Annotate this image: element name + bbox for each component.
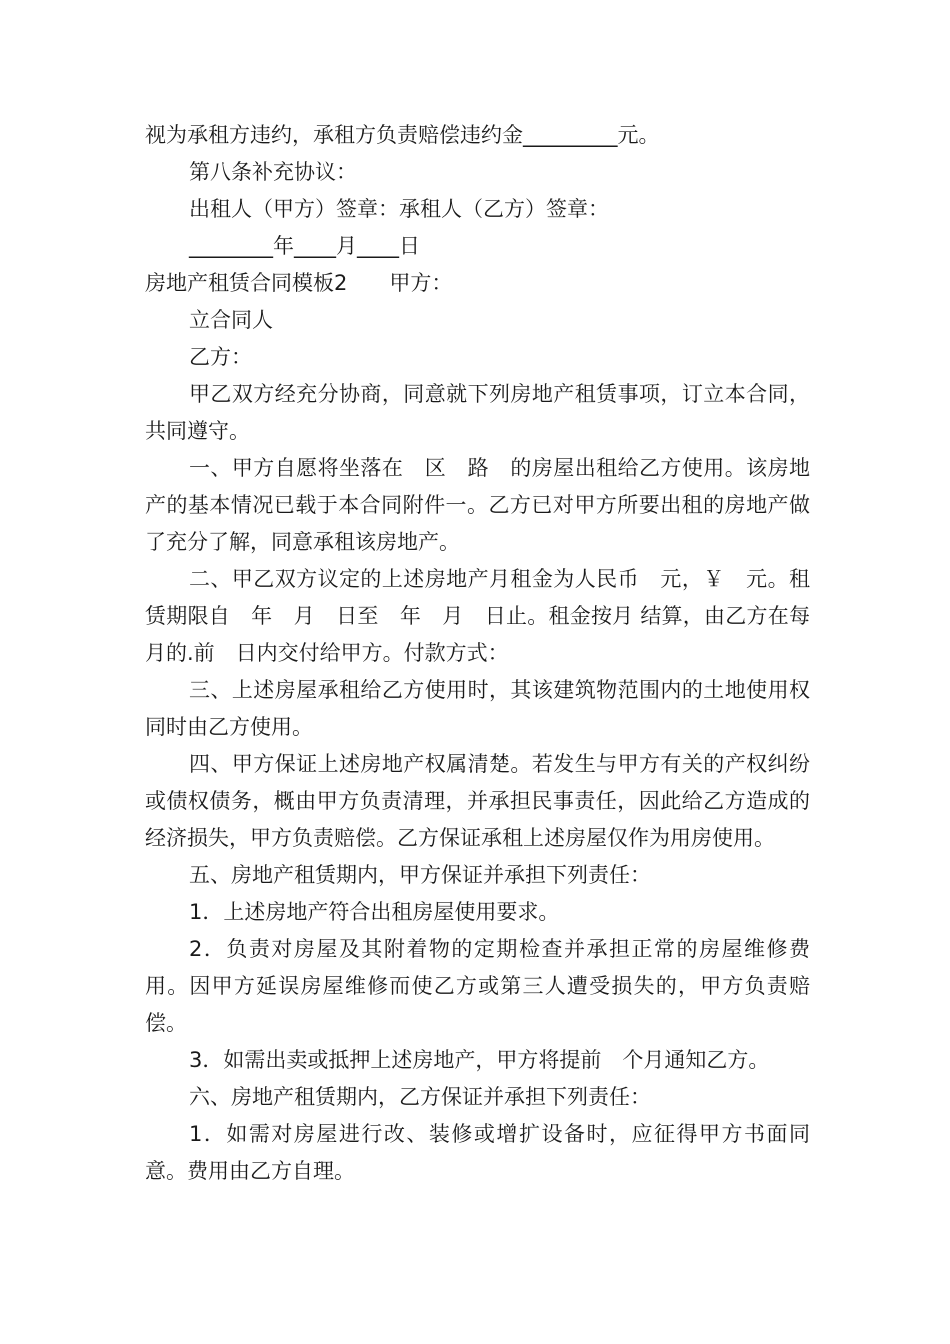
paragraph-clause-5-item-2: 2．负责对房屋及其附着物的定期检查并承担正常的房屋维修费用。因甲方延误房屋维修而使乙方或第三人遭受损失的，甲方负责赔偿。 [145,937,810,1035]
paragraph-clause-5: 五、房地产租赁期内，甲方保证并承担下列责任： [189,863,651,887]
paragraph-template-title: 房地产租赁合同模板2 甲方： [145,271,453,295]
paragraph-clause-6-item-1: 1．如需对房屋进行改、装修或增扩设备时，应征得甲方书面同意。费用由乙方自理。 [145,1122,810,1183]
paragraph-clause-5-item-3: 3．如需出卖或抵押上述房地产，甲方将提前 个月通知乙方。 [189,1048,770,1072]
paragraph-clause-5-item-1: 1．上述房地产符合出租房屋使用要求。 [189,900,560,924]
paragraph-article-8: 第八条补充协议： [189,160,357,184]
paragraph-date-line: ________年____月____日 [189,234,420,258]
paragraph-penalty: 视为承租方违约，承租方负责赔偿违约金_________元。 [145,123,660,147]
paragraph-party-b: 乙方： [189,345,252,369]
paragraph-clause-2: 二、甲乙双方议定的上述房地产月租金为人民币 元，￥ 元。租赁期限自 年 月 日至 年 月 日止。租金按月 结算，由乙方在每月的.前 日内交付给甲方。付款方式： [145,567,810,665]
paragraph-clause-3: 三、上述房屋承租给乙方使用时，其该建筑物范围内的土地使用权同时由乙方使用。 [145,678,810,739]
paragraph-clause-1: 一、甲方自愿将坐落在 区 路 的房屋出租给乙方使用。该房地产的基本情况已载于本合同附件一。乙方已对甲方所要出租的房地产做了充分了解，同意承租该房地产。 [145,456,810,554]
paragraph-signatures: 出租人（甲方）签章：承租人（乙方）签章： [189,197,609,221]
paragraph-preamble: 甲乙双方经充分协商，同意就下列房地产租赁事项，订立本合同，共同遵守。 [145,382,810,443]
document-body [145,117,810,1190]
paragraph-clause-4: 四、甲方保证上述房地产权属清楚。若发生与甲方有关的产权纠纷或债权债务，概由甲方负责清理，并承担民事责任，因此给乙方造成的经济损失，甲方负责赔偿。乙方保证承租上述房屋仅作为用房使用。 [145,752,810,850]
paragraph-contracting-party: 立合同人 [189,308,273,332]
paragraph-clause-6: 六、房地产租赁期内，乙方保证并承担下列责任： [189,1085,651,1109]
